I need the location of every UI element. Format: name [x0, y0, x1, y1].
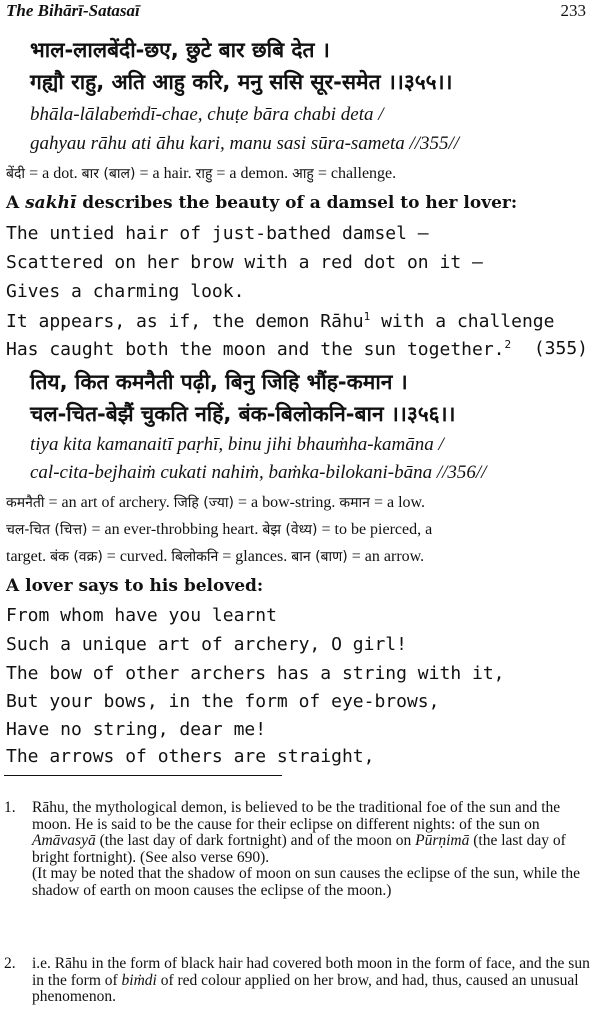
verse-356-translation-line-2: Such a unique art of archery, O girl!	[6, 634, 407, 655]
verse-356-transliteration-line-2: cal-cita-bejhaiṁ cukati nahiṁ, baṁka-bilokani-bāna //356//	[30, 462, 487, 483]
footnote-ref-1[interactable]: 1	[363, 310, 371, 323]
footnote-text: i.e. Rāhu in the form of black hair had covered both moon in the form of face, and the sun in the form of	[32, 955, 590, 989]
gloss-word: बंक (वक्र)	[50, 549, 103, 565]
verse-356-translation-line-4: But your bows, in the form of eye-brows,	[6, 691, 440, 712]
verse-356-glossary-line-1	[6, 493, 425, 512]
gloss-word: कमान	[339, 495, 370, 511]
gloss-meaning: = curved.	[102, 548, 172, 565]
footnote-text: (the last day of bright fortnight). (See also verse 690).	[32, 832, 566, 866]
translation-text: Has caught both the moon and the sun together.	[6, 339, 505, 360]
verse-356-glossary-line-2	[6, 520, 432, 539]
verse-355-translation-line-5	[6, 338, 511, 360]
gloss-meaning: = a dot.	[25, 165, 82, 182]
verse-355-transliteration-line-2: gahyau rāhu ati āhu kari, manu sasi sūra-sameta //355//	[30, 133, 460, 154]
verse-355-transliteration-line-1: bhāla-lālabeṁdī-chae, chuṭe bāra chabi deta /	[30, 104, 384, 125]
gloss-meaning: = to be pierced, a	[317, 521, 433, 538]
translation-text: It appears, as if, the demon Rāhu	[6, 311, 364, 332]
footnote-italic: Pūrṇimā	[415, 832, 470, 850]
running-header	[6, 0, 586, 22]
gloss-meaning: = glances.	[218, 548, 292, 565]
gloss-meaning: = a low.	[369, 494, 426, 511]
gloss-word: बेंदी	[6, 166, 26, 182]
gloss-meaning: target.	[6, 548, 51, 565]
page-number: 233	[560, 1, 586, 20]
translation-text: with a challenge	[370, 311, 555, 332]
footnote-note: (It may be noted that the shadow of moon on sun causes the eclipse of the sun, while the shadow of earth on moon causes the eclipse of the moon.)	[32, 865, 580, 899]
footnote-separator	[4, 775, 282, 776]
footnote-text: (the last day of dark fortnight) and of the moon on	[95, 832, 416, 850]
verse-355-translation-line-4	[6, 310, 554, 332]
intro-text: A	[6, 193, 26, 213]
footnote-number: 2.	[4, 955, 16, 972]
gloss-word: बार (बाल)	[81, 166, 136, 182]
verse-356-devanagari-line-2: चल-चित-बेझैं चुकति नहिं, बंक-बिलोकनि-बान ।।३५६।।	[30, 402, 456, 426]
verse-356-intro: A lover says to his beloved:	[6, 576, 264, 596]
verse-356-translation-line-5: Have no string, dear me!	[6, 719, 267, 740]
gloss-meaning: = a demon.	[212, 165, 293, 182]
verse-355-devanagari-line-2: गह्यौ राहु, अति आहु करि, मनु ससि सूर-समेत ।।३५५।।	[30, 70, 453, 94]
verse-355-translation-line-2: Scattered on her brow with a red dot on it —	[6, 252, 483, 273]
gloss-word: बान (बाण)	[291, 549, 348, 565]
gloss-word: कमनैती	[6, 495, 45, 511]
gloss-word: बिलोकनि	[171, 549, 219, 565]
verse-355-translation-line-1: The untied hair of just-bathed damsel —	[6, 223, 429, 244]
footnote-body	[32, 956, 594, 1006]
verse-356-translation-line-6: The arrows of others are straight,	[6, 746, 375, 767]
intro-italic-word: sakhī	[25, 193, 77, 213]
gloss-meaning: = challenge.	[313, 165, 397, 182]
gloss-meaning: = a hair.	[135, 165, 196, 182]
verse-355-translation-line-3: Gives a charming look.	[6, 281, 245, 302]
footnote-body	[32, 800, 594, 866]
footnote-2	[4, 956, 594, 1006]
gloss-meaning: = a bow-string.	[233, 494, 340, 511]
verse-355-glossary	[6, 164, 396, 183]
gloss-meaning: = an art of archery.	[44, 494, 174, 511]
verse-355-devanagari-line-1: भाल-लालबेंदी-छए, छुटे बार छबि देत ।	[30, 38, 330, 62]
gloss-word: आहु	[292, 166, 314, 182]
verse-356-translation-line-3: The bow of other archers has a string with it,	[6, 663, 505, 684]
footnote-ref-2[interactable]: 2	[504, 338, 512, 351]
intro-text: describes the beauty of a damsel to her lover:	[76, 193, 518, 213]
verse-356-transliteration-line-1: tiya kita kamanaitī paṛhī, binu jihi bhauṁha-kamāna /	[30, 434, 444, 455]
gloss-meaning: = an ever-throbbing heart.	[87, 521, 263, 538]
gloss-word: राहु	[195, 166, 213, 182]
footnote-number: 1.	[4, 799, 16, 816]
verse-356-translation-line-1: From whom have you learnt	[6, 605, 277, 626]
verse-number-355: (355)	[533, 338, 588, 359]
gloss-word: जिहि (ज्या)	[173, 495, 234, 511]
verse-355-intro	[6, 193, 517, 213]
footnote-1	[4, 800, 594, 900]
footnote-text: Rāhu, the mythological demon, is believed to be the traditional foe of the sun and the moon. He is said to be the cause for their eclipse on different nights: of the sun on	[32, 799, 561, 833]
book-title: The Bihārī-Satasaī	[6, 1, 140, 20]
verse-356-glossary-line-3	[6, 547, 424, 566]
verse-356-devanagari-line-1: तिय, कित कमनैती पढ़ी, बिनु जिहि भौंह-कमान ।	[30, 370, 408, 394]
gloss-meaning: = an arrow.	[347, 548, 425, 565]
footnote-text: of red colour applied on her brow, and had, thus, caused an unusual phenomenon.	[32, 971, 579, 1006]
gloss-word: बेझ (वेध्य)	[262, 522, 318, 538]
gloss-word: चल-चित (चित्त)	[6, 522, 88, 538]
footnote-italic: biṁdi	[121, 971, 157, 989]
footnote-italic: Amāvasyā	[32, 832, 96, 850]
